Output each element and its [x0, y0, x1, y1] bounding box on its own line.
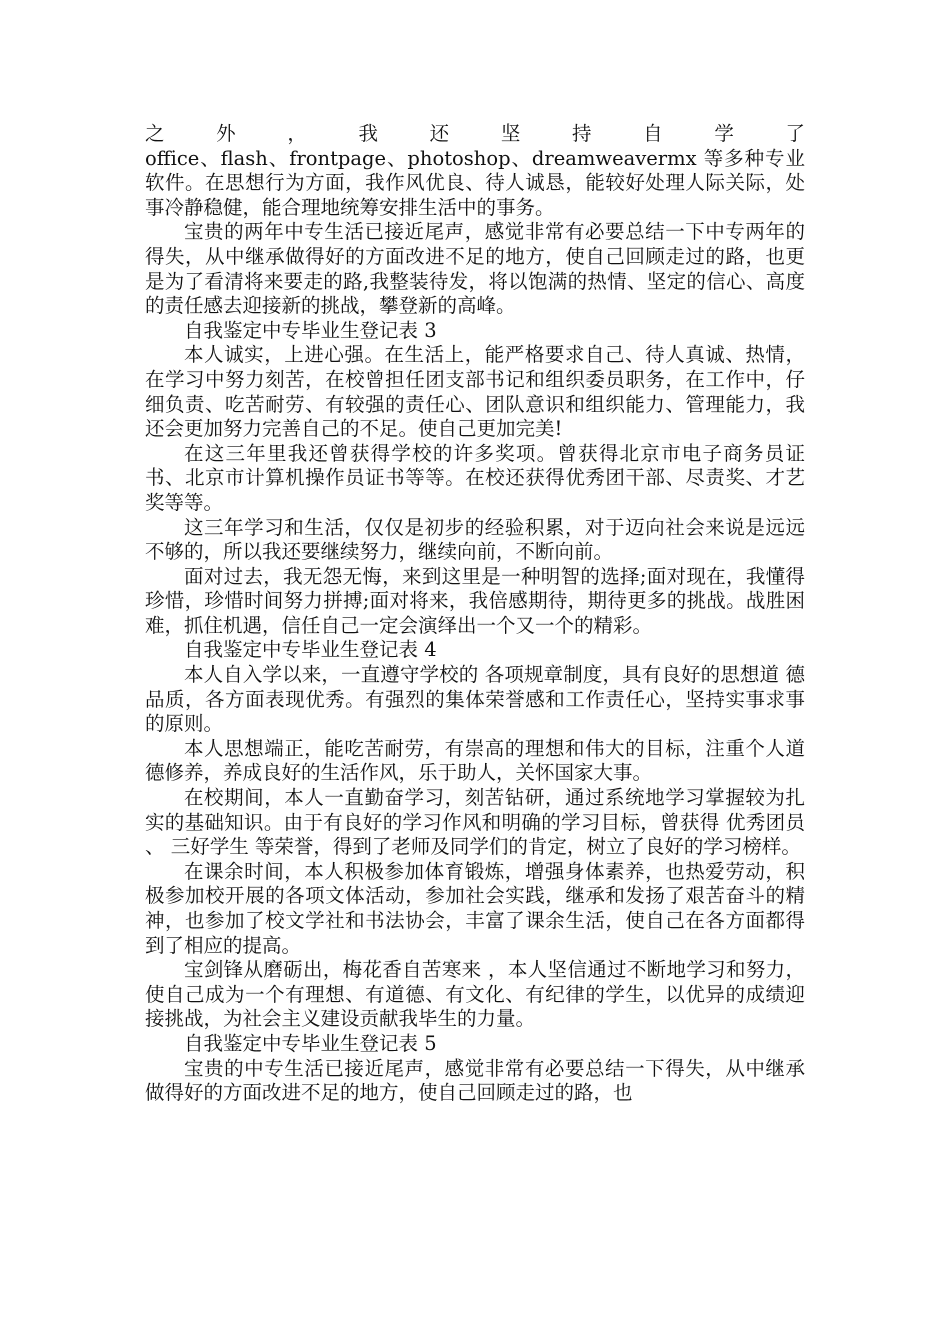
paragraph-motto: 宝剑锋从磨砺出，梅花香自苦寒来 ，本人坚信通过不断地学习和努力，使自己成为一个有理想、有道德、有文化、有纪律的学生，以优异的成绩迎接挑战，为社会主义建设贡献我毕生的力量。 — [145, 958, 805, 1031]
paragraph-opening-line: 之 外 ， 我 还 坚 持 自 学 了 — [145, 122, 805, 145]
paragraph-extracurricular: 在课余时间，本人积极参加体育锻炼，增强身体素养，也热爱劳动，积极参加校开展的各项文体活动，参加社会实践，继承和发扬了艰苦奋斗的精神，也参加了校文学社和书法协会，丰富了课余生活，使自己在各方面都得到了相应的提高。 — [145, 859, 805, 957]
paragraph-experience: 这三年学习和生活，仅仅是初步的经验积累，对于迈向社会来说是远远不够的，所以我还要继续努力，继续向前，不断向前。 — [145, 515, 805, 564]
paragraph-final-summary: 宝贵的中专生活已接近尾声，感觉非常有必要总结一下得失，从中继承做得好的方面改进不足的地方，使自己回顾走过的路，也 — [145, 1056, 805, 1105]
document-page — [145, 122, 805, 1106]
paragraph-awards: 在这三年里我还曾获得学校的许多奖项。曾获得北京市电子商务员证书、北京市计算机操作员证书等等。在校还获得优秀团干部、尽责奖、才艺奖等等。 — [145, 441, 805, 514]
paragraph-software-skills: office、flash、frontpage、photoshop、dreamweavermx 等多种专业软件。在思想行为方面，我作风优良、待人诚恳，能较好处理人际关际，处事冷静稳健，能合理地统筹安排生活中的事务。 — [145, 146, 805, 219]
paragraph-facing-future: 面对过去，我无怨无悔，来到这里是一种明智的选择;面对现在，我懂得珍惜，珍惜时间努力拼搏;面对将来，我倍感期待，期待更多的挑战。战胜困难，抓住机遇，信任自己一定会演绎出一个又一个的精彩。 — [145, 564, 805, 637]
paragraph-study: 在校期间，本人一直勤奋学习，刻苦钻研，通过系统地学习掌握较为扎实的基础知识。由于有良好的学习作风和明确的学习目标，曾获得 优秀团员 、 三好学生 等荣誉，得到了老师及同学们的肯定，树立了良好的学习榜样。 — [145, 786, 805, 859]
paragraph-honesty: 本人诚实，上进心强。在生活上，能严格要求自己、待人真诚、热情，在学习中努力刻苦，在校曾担任团支部书记和组织委员职务，在工作中，仔细负责、吃苦耐劳、有较强的责任心、团队意识和组织能力、管理能力，我还会更加努力完善自己的不足。使自己更加完美! — [145, 343, 805, 441]
paragraph-ideology: 本人思想端正，能吃苦耐劳，有崇高的理想和伟大的目标，注重个人道德修养，养成良好的生活作风，乐于助人，关怀国家大事。 — [145, 736, 805, 785]
section-heading-3: 自我鉴定中专毕业生登记表 3 — [184, 318, 437, 342]
section-heading-5: 自我鉴定中专毕业生登记表 5 — [184, 1031, 437, 1055]
paragraph-school-rules: 本人自入学以来，一直遵守学校的 各项规章制度，具有良好的思想道 德品质，各方面表现优秀。有强烈的集体荣誉感和工作责任心，坚持实事求事的原则。 — [145, 663, 805, 736]
paragraph-two-years-summary: 宝贵的两年中专生活已接近尾声，感觉非常有必要总结一下中专两年的得失，从中继承做得好的方面改进不足的地方，使自己回顾走过的路，也更是为了看清将来要走的路,我整装待发，将以饱满的热情、坚定的信心、高度的责任感去迎接新的挑战，攀登新的高峰。 — [145, 220, 805, 318]
section-heading-4: 自我鉴定中专毕业生登记表 4 — [184, 638, 437, 662]
